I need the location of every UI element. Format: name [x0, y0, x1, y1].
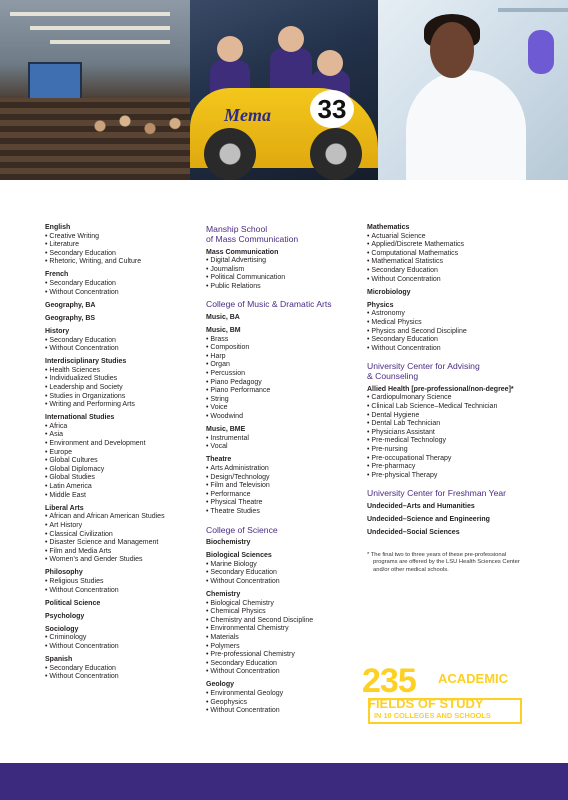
program-heading: Geography, BA	[45, 301, 96, 309]
concentration-item: • Art History	[45, 522, 195, 531]
concentration-item: • Environment and Development	[45, 440, 195, 449]
concentration-item: • Polymers	[206, 643, 361, 652]
college-heading: University Center for Advising & Counseling	[367, 361, 480, 382]
program-heading: International Studies	[45, 414, 115, 422]
program-heading: Philosophy	[45, 569, 83, 577]
concentration-item: • Woodwind	[206, 413, 361, 422]
student-head	[278, 26, 304, 52]
footnote: * The final two to three years of these pre-professional programs are offered by the LSU Health Sciences Center and/or other medical schools.	[367, 551, 520, 574]
program-heading: Undecided–Social Sciences	[367, 529, 460, 537]
concentration-item: • Mathematical Statistics	[367, 258, 532, 267]
scientist-face	[430, 22, 474, 78]
concentration-item: • Without Concentration	[206, 668, 361, 677]
stat-label-academic: ACADEMIC	[438, 671, 509, 686]
program-heading: Sociology	[45, 625, 79, 633]
concentration-item: • Writing and Performing Arts	[45, 401, 195, 410]
concentration-item: • Rhetoric, Writing, and Culture	[45, 258, 195, 267]
concentration-item: • Literature	[45, 241, 195, 250]
concentration-item: • Secondary Education	[45, 337, 195, 346]
car-wheel	[310, 128, 362, 180]
concentration-item: • String	[206, 396, 361, 405]
program-heading: Mathematics	[367, 224, 410, 231]
concentration-item: • Middle East	[45, 492, 195, 501]
concentration-item: • Classical Civilization	[45, 531, 195, 540]
concentration-item: • Voice	[206, 404, 361, 413]
program-heading: Mass Communication	[206, 248, 279, 256]
concentration-item: • Environmental Geology	[206, 690, 361, 699]
concentration-item: • Without Concentration	[367, 276, 532, 285]
concentration-item: • Without Concentration	[206, 707, 361, 716]
concentration-item: • Secondary Education	[367, 267, 532, 276]
concentration-item: • Criminology	[45, 634, 195, 643]
concentration-item: • Medical Physics	[367, 319, 532, 328]
concentration-item: • Environmental Chemistry	[206, 625, 361, 634]
concentration-item: • African and African American Studies	[45, 513, 195, 522]
car-number: 33	[310, 90, 354, 128]
lab-shelf	[498, 8, 568, 12]
program-heading: French	[45, 271, 69, 279]
program-heading: Music, BA	[206, 313, 240, 321]
concentration-item: • Secondary Education	[45, 250, 195, 259]
concentration-item: • Arts Administration	[206, 465, 361, 474]
program-heading: Allied Health [pre-professional/non-degree]*	[367, 385, 514, 393]
concentration-item: • Without Concentration	[45, 643, 195, 652]
concentration-item: • Piano Pedagogy	[206, 379, 361, 388]
program-heading: Undecided–Arts and Humanities	[367, 502, 475, 510]
concentration-item: • Harp	[206, 353, 361, 362]
concentration-item: • Africa	[45, 423, 195, 432]
concentration-item: • Political Communication	[206, 274, 361, 283]
concentration-item: • Leadership and Society	[45, 384, 195, 393]
concentration-item: • Latin America	[45, 483, 195, 492]
ceiling-light	[50, 40, 170, 44]
program-heading: Undecided–Science and Engineering	[367, 515, 490, 523]
student-head	[317, 50, 343, 76]
concentration-item: • Clinical Lab Science–Medical Technician	[367, 403, 532, 412]
concentration-item: • Individualized Studies	[45, 375, 195, 384]
academic-fields-stat	[362, 664, 522, 724]
concentration-item: • Without Concentration	[367, 345, 532, 354]
concentration-item: • Physical Theatre	[206, 499, 361, 508]
concentration-item: • Dental Hygiene	[367, 412, 532, 421]
concentration-item: • Disaster Science and Management	[45, 539, 195, 548]
concentration-item: • Secondary Education	[45, 280, 195, 289]
ceiling-light	[10, 12, 170, 16]
college-heading: College of Music & Dramatic Arts	[206, 299, 332, 310]
concentration-item: • Secondary Education	[206, 569, 361, 578]
program-heading: Biochemistry	[206, 539, 251, 547]
concentration-item: • Pre-occupational Therapy	[367, 455, 532, 464]
concentration-item: • Biological Chemistry	[206, 600, 361, 609]
race-car-photo	[190, 0, 378, 180]
concentration-item: • Pre-physical Therapy	[367, 472, 532, 481]
lecture-hall-photo	[0, 0, 190, 180]
footer-bar	[0, 763, 568, 800]
program-heading: Music, BME	[206, 426, 246, 434]
concentration-item: • Secondary Education	[45, 665, 195, 674]
program-heading: Liberal Arts	[45, 504, 84, 512]
concentration-item: • Without Concentration	[206, 578, 361, 587]
program-heading: Chemistry	[206, 591, 241, 598]
program-heading: Music, BM	[206, 327, 241, 335]
concentration-item: • Pre-medical Technology	[367, 437, 532, 446]
concentration-item: • Actuarial Science	[367, 233, 532, 242]
concentration-item: • Journalism	[206, 266, 361, 275]
car-wheel	[204, 128, 256, 180]
concentration-item: • Film and Television	[206, 482, 361, 491]
concentration-item: • Pre-pharmacy	[367, 463, 532, 472]
projection-screen	[28, 62, 82, 102]
concentration-item: • Chemical Physics	[206, 608, 361, 617]
program-heading: Microbiology	[367, 288, 411, 296]
concentration-item: • Global Studies	[45, 474, 195, 483]
programs-column-2	[206, 224, 361, 716]
students-crowd	[90, 106, 190, 156]
concentration-item: • Vocal	[206, 443, 361, 452]
program-heading: History	[45, 327, 70, 335]
stat-number: 235	[362, 662, 416, 700]
concentration-item: • Marine Biology	[206, 561, 361, 570]
concentration-item: • Secondary Education	[367, 336, 532, 345]
program-heading: Theatre	[206, 456, 232, 464]
car-sponsor-text: Mema	[224, 105, 271, 125]
concentration-item: • Global Cultures	[45, 457, 195, 466]
concentration-item: • Composition	[206, 344, 361, 353]
concentration-item: • Organ	[206, 361, 361, 370]
concentration-item: • Health Sciences	[45, 367, 195, 376]
concentration-item: • Cardiopulmonary Science	[367, 394, 532, 403]
concentration-item: • Women’s and Gender Studies	[45, 556, 195, 565]
concentration-item: • Without Concentration	[45, 289, 195, 298]
college-heading: University Center for Freshman Year	[367, 488, 506, 499]
concentration-item: • Without Concentration	[45, 587, 195, 596]
student-head	[217, 36, 243, 62]
program-heading: Interdisciplinary Studies	[45, 358, 127, 366]
concentration-item: • Studies in Organizations	[45, 393, 195, 402]
concentration-item: • Pre-nursing	[367, 446, 532, 455]
concentration-item: • Theatre Studies	[206, 508, 361, 517]
concentration-item: • Materials	[206, 634, 361, 643]
program-heading: Physics	[367, 301, 394, 309]
ceiling-light	[30, 26, 170, 30]
concentration-item: • Without Concentration	[45, 345, 195, 354]
lab-scientist-photo	[378, 0, 568, 180]
concentration-item: • Pre-professional Chemistry	[206, 651, 361, 660]
concentration-item: • Europe	[45, 449, 195, 458]
programs-column-1	[45, 224, 195, 682]
purple-glove	[528, 30, 554, 74]
concentration-item: • Applied/Discrete Mathematics	[367, 241, 532, 250]
program-heading: Geography, BS	[45, 314, 96, 322]
concentration-item: • Dental Lab Technician	[367, 420, 532, 429]
programs-column-3	[367, 224, 532, 575]
program-heading: Biological Sciences	[206, 552, 272, 560]
concentration-item: • Physicians Assistant	[367, 429, 532, 438]
concentration-item: • Digital Advertising	[206, 257, 361, 266]
college-heading: Manship School of Mass Communication	[206, 224, 299, 244]
concentration-item: • Brass	[206, 336, 361, 345]
program-heading: Political Science	[45, 599, 101, 607]
concentration-item: • Film and Media Arts	[45, 548, 195, 557]
concentration-item: • Creative Writing	[45, 233, 195, 242]
program-heading: English	[45, 224, 71, 231]
concentration-item: • Chemistry and Second Discipline	[206, 617, 361, 626]
program-heading: Geology	[206, 681, 235, 689]
concentration-item: • Computational Mathematics	[367, 250, 532, 259]
program-heading: Spanish	[45, 656, 73, 664]
program-heading: Psychology	[45, 612, 85, 620]
programs-list	[367, 224, 532, 538]
concentration-item: • Performance	[206, 491, 361, 500]
stat-label-colleges: IN 10 COLLEGES AND SCHOOLS	[374, 711, 491, 720]
concentration-item: • Design/Technology	[206, 474, 361, 483]
concentration-item: • Asia	[45, 431, 195, 440]
lab-coat	[406, 70, 526, 180]
concentration-item: • Geophysics	[206, 699, 361, 708]
concentration-item: • Piano Performance	[206, 387, 361, 396]
concentration-item: • Without Concentration	[45, 673, 195, 682]
college-heading: College of Science	[206, 524, 278, 535]
concentration-item: • Secondary Education	[206, 660, 361, 669]
concentration-item: • Astronomy	[367, 310, 532, 319]
concentration-item: • Instrumental	[206, 435, 361, 444]
concentration-item: • Physics and Second Discipline	[367, 328, 532, 337]
concentration-item: • Percussion	[206, 370, 361, 379]
concentration-item: • Religious Studies	[45, 578, 195, 587]
concentration-item: • Public Relations	[206, 283, 361, 292]
photo-strip	[0, 0, 568, 180]
concentration-item: • Global Diplomacy	[45, 466, 195, 475]
stat-label-fields: FIELDS OF STUDY	[368, 696, 484, 711]
